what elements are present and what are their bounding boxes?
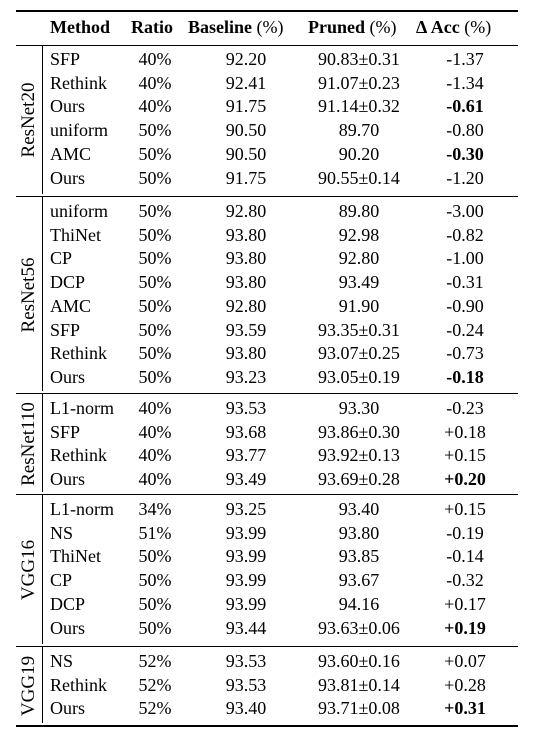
cell-acc: -0.31 xyxy=(446,272,484,293)
cell-ratio: 50% xyxy=(138,617,172,638)
cell-acc: -0.61 xyxy=(446,96,484,117)
group-label: ResNet20 xyxy=(18,82,39,158)
cell-pruned: 91.14±0.32 xyxy=(318,96,400,117)
cell-acc: -3.00 xyxy=(446,201,484,221)
cell-pruned: 90.55±0.14 xyxy=(318,167,400,188)
cell-pruned: 90.83±0.31 xyxy=(318,49,400,69)
cell-baseline: 91.75 xyxy=(225,167,267,188)
cell-pruned: 93.71±0.08 xyxy=(318,698,400,719)
cell-method: Rethink xyxy=(50,674,107,695)
cell-pruned: 93.80 xyxy=(338,522,380,543)
cell-baseline: 93.80 xyxy=(225,272,267,293)
cell-baseline: 90.50 xyxy=(225,143,267,164)
cell-ratio: 50% xyxy=(138,201,172,221)
cell-pruned: 93.40 xyxy=(338,499,380,519)
cell-pruned: 93.07±0.25 xyxy=(318,343,400,364)
cell-acc: -0.30 xyxy=(446,143,484,164)
cell-acc: +0.18 xyxy=(444,421,486,442)
cell-method: SFP xyxy=(50,49,81,69)
cell-acc: -1.34 xyxy=(446,72,484,93)
header-method: Method xyxy=(50,17,110,37)
group-rule xyxy=(16,494,518,495)
cell-ratio: 50% xyxy=(138,120,172,141)
cell-acc: -1.20 xyxy=(446,167,484,188)
cell-acc: +0.31 xyxy=(444,698,486,719)
group-rule xyxy=(16,196,518,197)
group-label: VGG16 xyxy=(18,539,39,601)
cell-method: AMC xyxy=(50,295,92,316)
cell-baseline: 93.99 xyxy=(225,593,267,614)
cell-pruned: 93.67 xyxy=(338,570,380,591)
header-pruned-unit: (%) xyxy=(369,17,397,37)
group-divider xyxy=(42,494,43,644)
cell-pruned: 92.80 xyxy=(338,248,380,269)
group-divider xyxy=(42,45,43,194)
cell-ratio: 40% xyxy=(138,72,172,93)
cell-acc: +0.17 xyxy=(444,593,486,614)
cell-baseline: 93.99 xyxy=(225,546,267,567)
cell-pruned: 93.60±0.16 xyxy=(318,651,400,671)
cell-acc: +0.20 xyxy=(444,469,486,490)
header-delta-acc: Δ Acc (%) xyxy=(416,17,492,37)
cell-ratio: 50% xyxy=(138,319,172,340)
group-divider xyxy=(42,196,43,391)
cell-pruned: 93.69±0.28 xyxy=(318,469,400,490)
cell-pruned: 93.81±0.14 xyxy=(318,674,400,695)
cell-method: Ours xyxy=(50,167,85,188)
cell-acc: +0.15 xyxy=(444,445,486,466)
group-label: VGG19 xyxy=(18,655,39,716)
cell-baseline: 93.25 xyxy=(225,499,267,519)
cell-pruned: 93.85 xyxy=(338,546,380,567)
top-rule xyxy=(16,10,518,12)
cell-baseline: 90.50 xyxy=(225,120,267,141)
cell-acc: +0.19 xyxy=(444,617,486,638)
cell-acc: -0.23 xyxy=(446,398,484,418)
cell-ratio: 50% xyxy=(138,546,172,567)
cell-method: Ours xyxy=(50,469,85,490)
cell-ratio: 52% xyxy=(138,651,172,671)
cell-pruned: 93.86±0.30 xyxy=(318,421,400,442)
cell-baseline: 92.80 xyxy=(225,201,267,221)
cell-acc: -0.14 xyxy=(446,546,484,567)
cell-ratio: 50% xyxy=(138,570,172,591)
cell-method: Rethink xyxy=(50,72,107,93)
cell-baseline: 93.77 xyxy=(225,445,267,466)
cell-baseline: 93.23 xyxy=(225,366,267,387)
cell-pruned: 91.07±0.23 xyxy=(318,72,400,93)
cell-method: NS xyxy=(50,522,74,543)
header-baseline-unit: (%) xyxy=(256,17,284,37)
group-label: ResNet56 xyxy=(18,257,39,332)
group-label: ResNet110 xyxy=(18,401,39,486)
cell-baseline: 93.53 xyxy=(225,398,267,418)
cell-baseline: 93.53 xyxy=(225,651,267,671)
cell-ratio: 40% xyxy=(138,49,172,69)
cell-pruned: 93.92±0.13 xyxy=(318,445,400,466)
cell-baseline: 93.49 xyxy=(225,469,267,490)
header-acc-unit: (%) xyxy=(464,17,492,37)
cell-ratio: 40% xyxy=(138,398,172,418)
header-baseline: Baseline (%) xyxy=(188,17,284,37)
cell-pruned: 93.30 xyxy=(338,398,380,418)
cell-method: DCP xyxy=(50,272,86,293)
cell-ratio: 50% xyxy=(138,248,172,269)
cell-ratio: 34% xyxy=(138,499,172,519)
cell-method: uniform xyxy=(50,201,108,221)
cell-ratio: 50% xyxy=(138,272,172,293)
cell-baseline: 93.68 xyxy=(225,421,267,442)
cell-acc: -0.82 xyxy=(446,224,484,245)
cell-method: L1-norm xyxy=(50,398,114,418)
cell-acc: +0.15 xyxy=(444,499,486,519)
cell-method: Ours xyxy=(50,366,85,387)
cell-baseline: 93.59 xyxy=(225,319,267,340)
group-rule xyxy=(16,393,518,394)
cell-baseline: 91.75 xyxy=(225,96,267,117)
cell-ratio: 50% xyxy=(138,593,172,614)
cell-acc: -0.73 xyxy=(446,343,484,364)
cell-method: ThiNet xyxy=(50,546,101,567)
cell-ratio: 40% xyxy=(138,421,172,442)
cell-baseline: 93.99 xyxy=(225,570,267,591)
cell-baseline: 93.99 xyxy=(225,522,267,543)
cell-method: Ours xyxy=(50,698,85,719)
cell-baseline: 93.53 xyxy=(225,674,267,695)
cell-method: Ours xyxy=(50,617,85,638)
cell-method: CP xyxy=(50,570,73,591)
cell-pruned: 94.16 xyxy=(338,593,380,614)
header-pruned: Pruned (%) xyxy=(308,17,397,37)
bottom-rule xyxy=(16,725,518,727)
cell-ratio: 50% xyxy=(138,343,172,364)
cell-baseline: 92.20 xyxy=(225,49,267,69)
cell-ratio: 40% xyxy=(138,469,172,490)
cell-method: uniform xyxy=(50,120,108,141)
cell-pruned: 93.49 xyxy=(338,272,380,293)
cell-baseline: 93.80 xyxy=(225,343,267,364)
cell-ratio: 40% xyxy=(138,445,172,466)
cell-baseline: 92.41 xyxy=(225,72,267,93)
cell-ratio: 40% xyxy=(138,96,172,117)
group-rule xyxy=(16,646,518,647)
cell-method: SFP xyxy=(50,319,81,340)
cell-pruned: 92.98 xyxy=(338,224,380,245)
cell-acc: -0.80 xyxy=(446,120,484,141)
cell-acc: +0.28 xyxy=(444,674,486,695)
cell-pruned: 93.35±0.31 xyxy=(318,319,400,340)
cell-method: Rethink xyxy=(50,445,107,466)
group-divider xyxy=(42,393,43,492)
cell-baseline: 93.80 xyxy=(225,224,267,245)
cell-ratio: 52% xyxy=(138,674,172,695)
header-ratio: Ratio xyxy=(131,17,173,37)
cell-acc: +0.07 xyxy=(444,651,486,671)
cell-ratio: 50% xyxy=(138,167,172,188)
cell-acc: -0.90 xyxy=(446,295,484,316)
cell-pruned: 90.20 xyxy=(338,143,380,164)
cell-ratio: 50% xyxy=(138,143,172,164)
cell-ratio: 50% xyxy=(138,366,172,387)
group-rule xyxy=(16,45,518,46)
cell-baseline: 92.80 xyxy=(225,295,267,316)
cell-pruned: 93.05±0.19 xyxy=(318,366,400,387)
cell-method: L1-norm xyxy=(50,499,114,519)
cell-method: ThiNet xyxy=(50,224,101,245)
cell-acc: -0.19 xyxy=(446,522,484,543)
cell-method: NS xyxy=(50,651,74,671)
cell-acc: -0.32 xyxy=(446,570,484,591)
cell-method: Rethink xyxy=(50,343,107,364)
cell-acc: -1.00 xyxy=(446,248,484,269)
cell-pruned: 89.70 xyxy=(338,120,380,141)
cell-method: CP xyxy=(50,248,73,269)
cell-acc: -1.37 xyxy=(446,49,484,69)
cell-method: SFP xyxy=(50,421,81,442)
cell-baseline: 93.44 xyxy=(225,617,267,638)
cell-pruned: 91.90 xyxy=(338,295,380,316)
cell-pruned: 93.63±0.06 xyxy=(318,617,400,638)
cell-acc: -0.18 xyxy=(446,366,484,387)
cell-baseline: 93.80 xyxy=(225,248,267,269)
cell-baseline: 93.40 xyxy=(225,698,267,719)
cell-ratio: 50% xyxy=(138,295,172,316)
cell-method: Ours xyxy=(50,96,85,117)
cell-method: DCP xyxy=(50,593,86,614)
cell-ratio: 51% xyxy=(138,522,172,543)
cell-method: AMC xyxy=(50,143,92,164)
cell-acc: -0.24 xyxy=(446,319,484,340)
cell-ratio: 52% xyxy=(138,698,172,719)
cell-pruned: 89.80 xyxy=(338,201,380,221)
group-divider xyxy=(42,646,43,723)
cell-ratio: 50% xyxy=(138,224,172,245)
